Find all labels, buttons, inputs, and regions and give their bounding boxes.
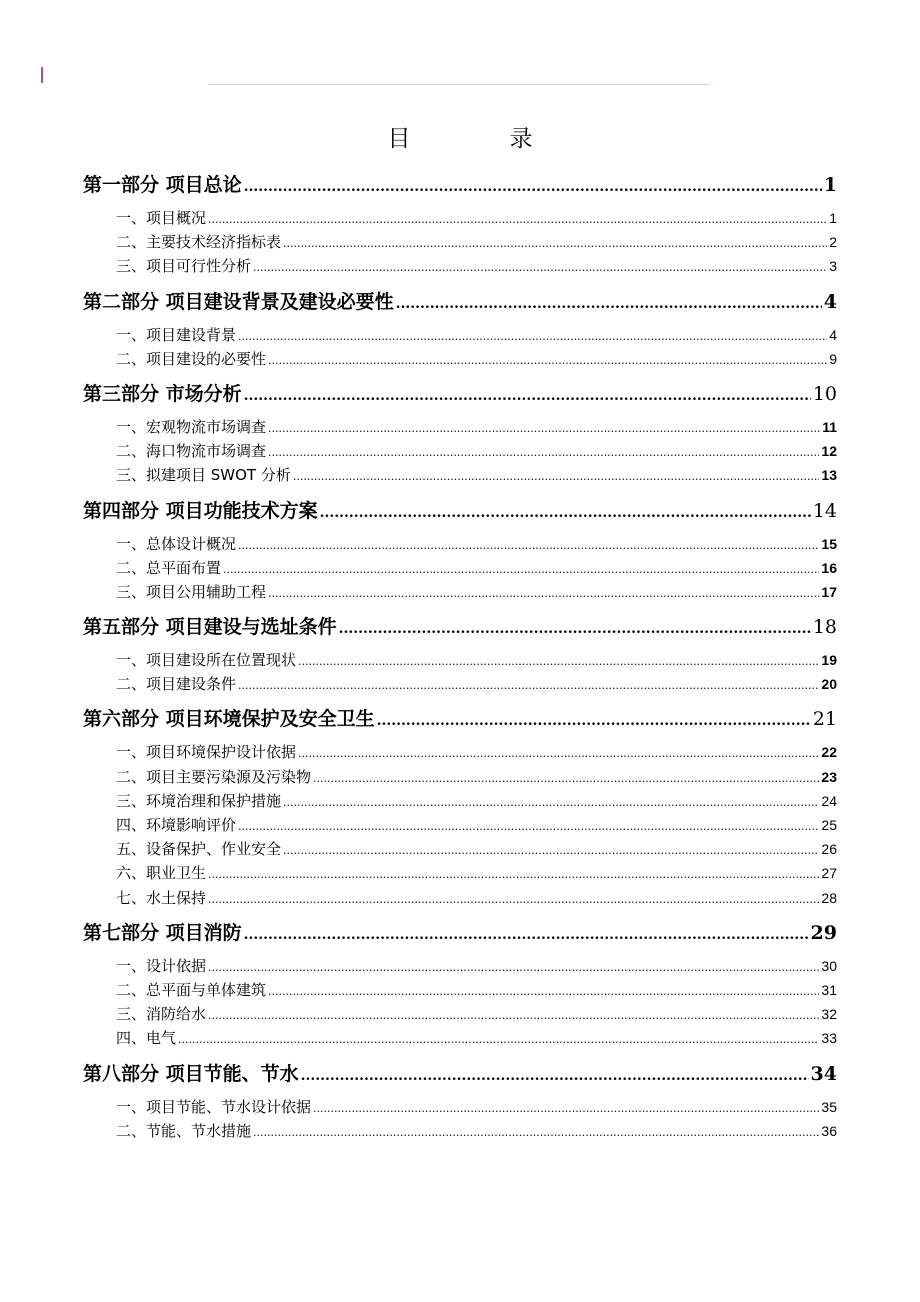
toc-leader-dots [298, 742, 819, 766]
toc-leader-dots [268, 417, 820, 441]
toc-leader-dots [208, 888, 819, 912]
toc-section-entry[interactable] [83, 254, 837, 278]
toc-section-title: 二、总平面与单体建筑 [116, 980, 267, 999]
toc-section-title: 一、项目节能、节水设计依据 [116, 1097, 312, 1116]
toc-part-title: 第八部分 项目节能、节水 [83, 1062, 299, 1085]
toc-section-title: 一、项目环境保护设计依据 [116, 743, 297, 762]
toc-leader-dots [238, 325, 827, 349]
toc-part-entry[interactable] [83, 287, 837, 323]
toc-section-title: 三、消防给水 [116, 1005, 207, 1024]
toc-section-page: 2 [829, 234, 837, 251]
toc-section-entry[interactable] [83, 347, 837, 371]
toc-leader-dots [283, 839, 819, 863]
toc-leader-dots [253, 1121, 819, 1145]
toc-leader-dots [223, 558, 819, 582]
toc-section-title: 五、设备保护、作业安全 [116, 840, 282, 859]
toc-section-title: 一、项目概况 [116, 209, 207, 227]
toc-leader-dots [238, 534, 819, 558]
toc-section-title: 七、水土保持 [116, 888, 207, 907]
toc-section-entry[interactable] [83, 813, 837, 837]
toc-section-entry[interactable] [83, 789, 837, 813]
toc-section-entry[interactable] [83, 954, 837, 978]
toc-leader-dots [238, 674, 819, 698]
toc-section-page: 16 [821, 559, 837, 576]
toc-section-title: 三、环境治理和保护措施 [116, 791, 282, 810]
toc-part-page: 14 [812, 499, 837, 522]
toc-section-page: 12 [821, 443, 837, 460]
toc-part-title: 第七部分 项目消防 [83, 921, 242, 944]
toc-section-page: 23 [821, 768, 837, 785]
toc-part-page: 29 [810, 921, 837, 944]
toc-section-entry[interactable] [83, 837, 837, 861]
toc-section-page: 17 [821, 583, 837, 600]
toc-part-page: 21 [812, 708, 837, 731]
toc-section-page: 24 [821, 792, 837, 809]
toc-section-page: 31 [821, 981, 837, 998]
toc-leader-dots [396, 289, 822, 319]
toc-part-entry[interactable] [83, 496, 837, 532]
toc-section-page: 15 [821, 535, 837, 552]
toc-part-page: 4 [823, 290, 837, 313]
toc-section-page: 13 [821, 467, 837, 484]
toc-section-title: 二、项目主要污染源及污染物 [116, 767, 312, 786]
toc-section-entry[interactable] [83, 323, 837, 347]
toc-leader-dots [208, 1004, 819, 1028]
toc-section-title: 六、职业卫生 [116, 864, 207, 883]
toc-leader-dots [313, 1097, 819, 1121]
toc-leader-dots [238, 815, 819, 839]
toc-leader-dots [268, 349, 827, 373]
toc-leader-dots [208, 956, 819, 980]
toc-part-entry[interactable] [83, 1059, 837, 1095]
toc-part-title: 第一部分 项目总论 [83, 174, 242, 196]
toc-section-entry[interactable] [83, 1002, 837, 1026]
toc-part-title: 第六部分 项目环境保护及安全卫生 [83, 708, 375, 731]
toc-section-title: 二、项目建设条件 [116, 675, 237, 694]
toc-leader-dots [339, 614, 811, 644]
toc-part-title: 第四部分 项目功能技术方案 [83, 499, 318, 522]
toc-leader-dots [268, 441, 819, 465]
toc-section-entry[interactable] [83, 580, 837, 604]
toc-section-entry[interactable] [83, 978, 837, 1002]
toc-section-title: 三、项目公用辅助工程 [116, 582, 267, 601]
toc-leader-dots [268, 582, 819, 606]
toc-section-entry[interactable] [83, 206, 837, 230]
toc-section-title: 一、设计依据 [116, 956, 207, 975]
toc-section-title: 一、总体设计概况 [116, 534, 237, 553]
toc-section-entry[interactable] [83, 1119, 837, 1143]
toc-section-entry[interactable] [83, 439, 837, 463]
toc-section-title: 一、项目建设所在位置现状 [116, 651, 297, 670]
toc-section-page: 3 [829, 258, 837, 275]
toc-leader-dots [244, 172, 822, 202]
toc-part-entry[interactable] [83, 170, 837, 206]
toc-section-entry[interactable] [83, 230, 837, 254]
toc-part-page: 18 [812, 616, 837, 639]
toc-leader-dots [178, 1028, 819, 1052]
toc-part-title: 第二部分 项目建设背景及建设必要性 [83, 290, 394, 313]
toc-leader-dots [313, 767, 819, 791]
toc-section-title: 二、节能、节水措施 [116, 1121, 252, 1140]
toc-section-page: 33 [821, 1030, 837, 1047]
toc-section-page: 35 [821, 1098, 837, 1115]
toc-section-entry[interactable] [83, 556, 837, 580]
toc-section-entry[interactable] [83, 861, 837, 885]
toc-leader-dots [208, 208, 827, 232]
toc-section-title: 二、项目建设的必要性 [116, 349, 267, 368]
toc-section-entry[interactable] [83, 415, 837, 439]
toc-section-title: 二、海口物流市场调查 [116, 442, 267, 461]
toc-leader-dots [301, 1061, 809, 1091]
toc-section-page: 11 [822, 418, 837, 435]
toc-section-page: 22 [821, 744, 837, 761]
toc-section-title: 二、主要技术经济指标表 [116, 233, 282, 252]
toc-part-entry[interactable] [83, 918, 837, 954]
toc-leader-dots [268, 980, 819, 1004]
header-rule [208, 84, 710, 85]
toc-part-title: 第三部分 市场分析 [83, 382, 242, 405]
toc-leader-dots [253, 256, 827, 280]
toc-leader-dots [244, 920, 809, 950]
toc-section-page: 4 [829, 326, 837, 343]
toc-section-page: 27 [821, 865, 837, 882]
toc-leader-dots [377, 706, 811, 736]
toc-section-title: 三、项目可行性分析 [116, 257, 252, 276]
toc-section-title: 二、总平面布置 [116, 558, 222, 577]
toc-part-page: 1 [823, 174, 837, 196]
toc-section-page: 25 [821, 817, 837, 833]
toc-section-title: 四、环境影响评价 [116, 816, 237, 834]
toc-section-title: 四、电气 [116, 1029, 177, 1048]
toc-section-entry[interactable] [83, 765, 837, 789]
toc-part-entry[interactable] [83, 379, 837, 415]
toc-section-entry[interactable] [83, 886, 837, 910]
toc-leader-dots [208, 863, 819, 887]
toc-part-entry[interactable] [83, 612, 837, 648]
toc-section-entry[interactable] [83, 740, 837, 764]
toc-section-page: 26 [821, 841, 837, 858]
toc-section-page: 36 [821, 1122, 837, 1139]
toc-part-entry[interactable] [83, 704, 837, 740]
table-of-contents [83, 170, 837, 1151]
toc-leader-dots [244, 381, 811, 411]
toc-section-page: 20 [821, 676, 837, 693]
toc-section-title: 三、拟建项目 SWOT 分析 [116, 466, 291, 485]
toc-section-entry[interactable] [83, 648, 837, 672]
toc-section-page: 30 [821, 957, 837, 974]
toc-leader-dots [320, 498, 811, 528]
toc-section-page: 32 [821, 1006, 837, 1023]
toc-section-title: 一、项目建设背景 [116, 325, 237, 344]
toc-section-page: 9 [829, 350, 837, 367]
toc-section-entry[interactable] [83, 463, 837, 487]
toc-section-page: 28 [821, 889, 837, 906]
toc-section-title: 一、宏观物流市场调查 [116, 417, 267, 436]
toc-section-entry[interactable] [83, 672, 837, 696]
toc-leader-dots [293, 465, 820, 489]
toc-title: 目 录 [387, 126, 571, 152]
toc-leader-dots [298, 650, 819, 674]
page-corner-mark [41, 67, 43, 83]
toc-part-page: 10 [812, 382, 837, 405]
toc-section-entry[interactable] [83, 1095, 837, 1119]
toc-leader-dots [283, 232, 827, 256]
toc-part-title: 第五部分 项目建设与选址条件 [83, 616, 337, 639]
toc-section-page: 19 [821, 652, 837, 669]
toc-part-page: 34 [810, 1062, 837, 1085]
toc-leader-dots [283, 791, 819, 815]
toc-section-entry[interactable] [83, 532, 837, 556]
toc-section-page: 1 [829, 210, 837, 226]
toc-section-entry[interactable] [83, 1026, 837, 1050]
